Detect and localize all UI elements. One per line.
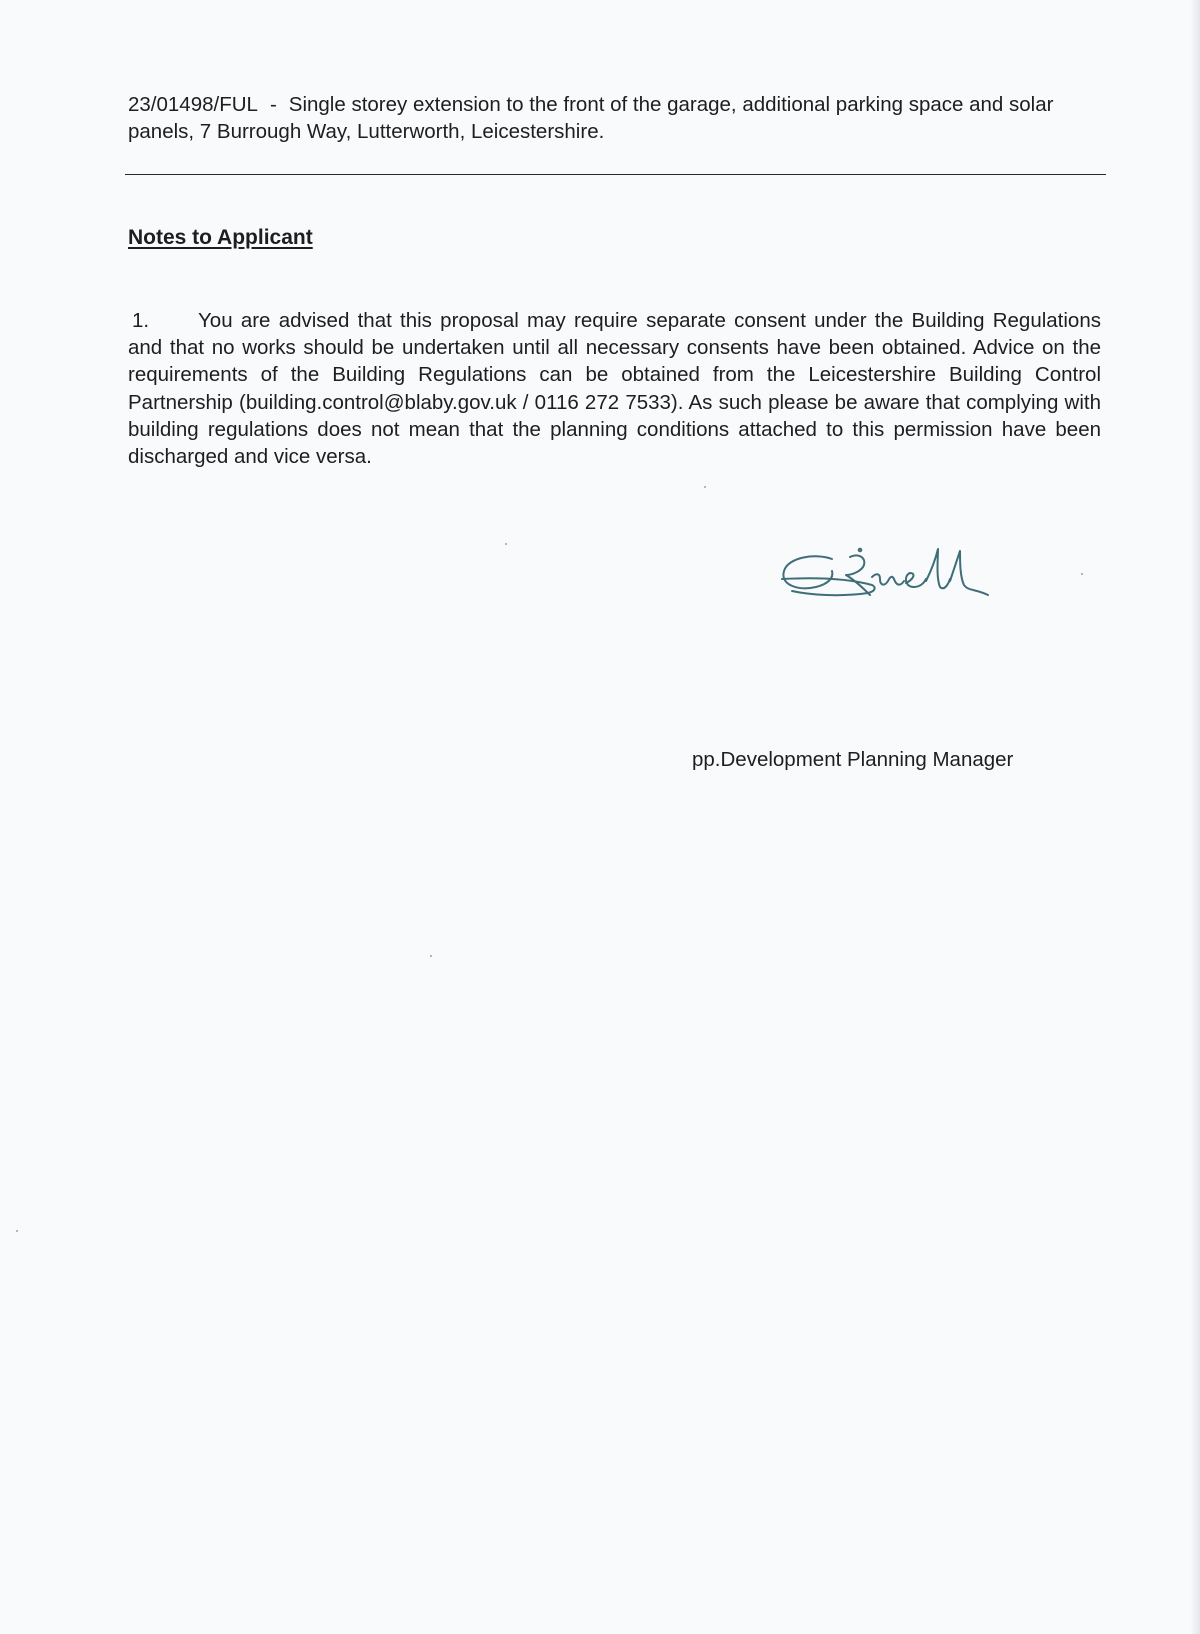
- notes-heading: Notes to Applicant: [128, 226, 313, 249]
- note-number: 1.: [132, 309, 150, 332]
- signatory-title: pp.Development Planning Manager: [692, 748, 1014, 771]
- reference-separator: -: [269, 93, 277, 116]
- application-reference-line: [128, 91, 1088, 145]
- application-reference-number: 23/01498/FUL: [128, 93, 258, 116]
- scan-speck: [505, 543, 507, 545]
- scan-speck: [430, 955, 432, 957]
- note-item: [128, 307, 1101, 470]
- horizontal-rule: [125, 174, 1106, 175]
- handwritten-signature: [780, 545, 1000, 615]
- scan-speck: [1081, 573, 1083, 575]
- scan-speck: [704, 486, 706, 488]
- application-description: Single storey extension to the front of the garage, additional parking space and solar panels, 7 Burrough Way, Lutterworth, Leicestershire.: [128, 93, 1054, 143]
- scan-speck: [16, 1230, 18, 1232]
- note-text: You are advised that this proposal may require separate consent under the Building Regulations and that no works should be undertaken until all necessary consents have been obtained. Advice on the requirements of the Building Regulations can be obtained from the Leicestershire Building Control Partnership (building.control@blaby.gov.uk / 0116 272 7533). As such please be aware that complying with building regulations does not mean that the planning conditions attached to this permission have been discharged and vice versa.: [128, 309, 1101, 469]
